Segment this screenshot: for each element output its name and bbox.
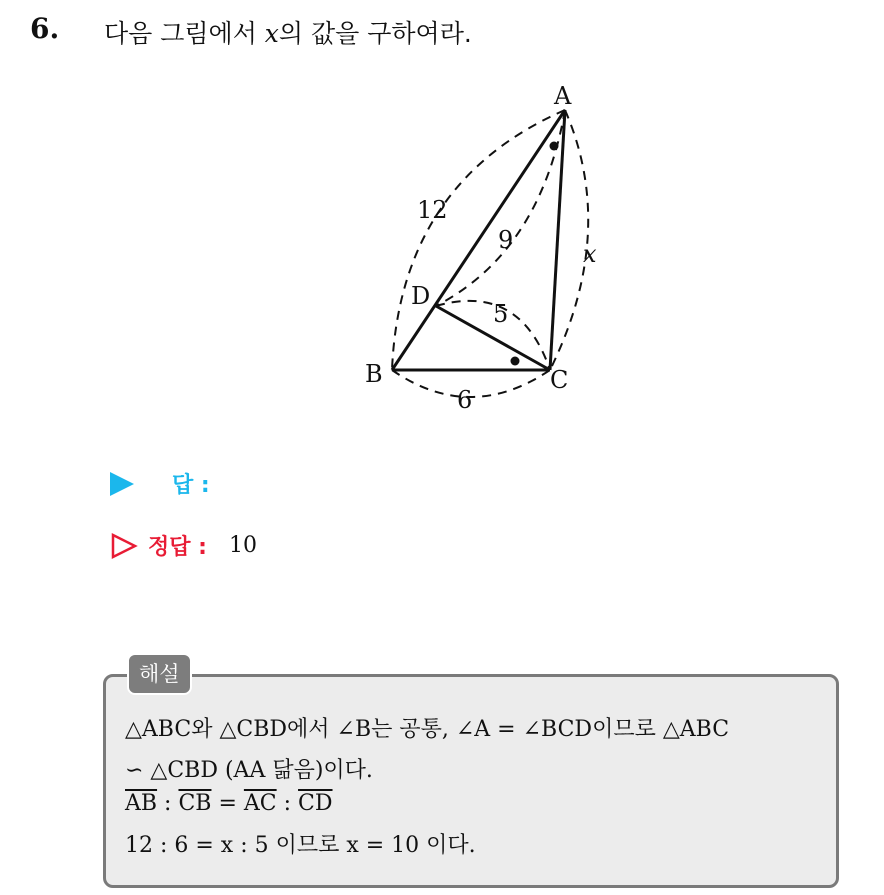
ratio-sep-2: : <box>276 791 299 816</box>
segment-cb: $\overline{CB}$ <box>178 791 212 816</box>
explanation-line-3 <box>125 791 333 816</box>
question-text-after: 의 값을 구하여라. <box>278 19 472 48</box>
explanation-line-4: 12 : 6 = x : 5 이므로 x = 10 이다. <box>125 833 476 858</box>
question-text-before: 다음 그림에서 <box>104 19 265 48</box>
answer-row <box>110 468 210 499</box>
segment-ab: $\overline{AB}$ <box>125 791 158 816</box>
correct-answer-value: 10 <box>228 533 257 558</box>
explanation-line-1: △ABC와 △CBD에서 ∠B는 공통, ∠A = ∠BCD이므로 △ABC <box>125 717 730 742</box>
question-text <box>104 14 472 50</box>
length-label-bc: 6 <box>457 386 473 414</box>
vertex-label-a: A <box>554 82 572 110</box>
triangle-figure-svg <box>340 72 630 422</box>
angle-mark-bcd <box>511 357 520 366</box>
explanation-tag: 해설 <box>127 653 192 695</box>
length-label-ab: 12 <box>417 196 448 224</box>
angle-mark-a <box>550 142 559 151</box>
correct-answer-row <box>110 530 257 561</box>
question-number: 6. <box>30 12 60 45</box>
vertex-label-c: C <box>550 366 569 394</box>
segment-cd: $\overline{CD}$ <box>298 791 333 816</box>
ratio-sep-1: : <box>157 791 179 816</box>
outline-triangle-icon <box>110 532 138 560</box>
vertex-label-b: B <box>365 360 383 388</box>
vertex-label-d: D <box>411 282 431 310</box>
question-variable: x <box>264 19 279 48</box>
length-label-ad: 9 <box>498 226 514 254</box>
length-label-ac: x <box>583 240 597 268</box>
correct-answer-label: 정답 : <box>148 535 207 560</box>
ratio-equals: = <box>211 791 244 816</box>
play-triangle-icon <box>110 472 134 496</box>
length-label-dc: 5 <box>493 300 509 328</box>
answer-label: 답 : <box>172 473 210 498</box>
explanation-line-2: ∽ △CBD (AA 닮음)이다. <box>125 758 373 783</box>
segment-ac: $\overline{AC}$ <box>243 791 277 816</box>
triangle-figure <box>340 72 630 426</box>
